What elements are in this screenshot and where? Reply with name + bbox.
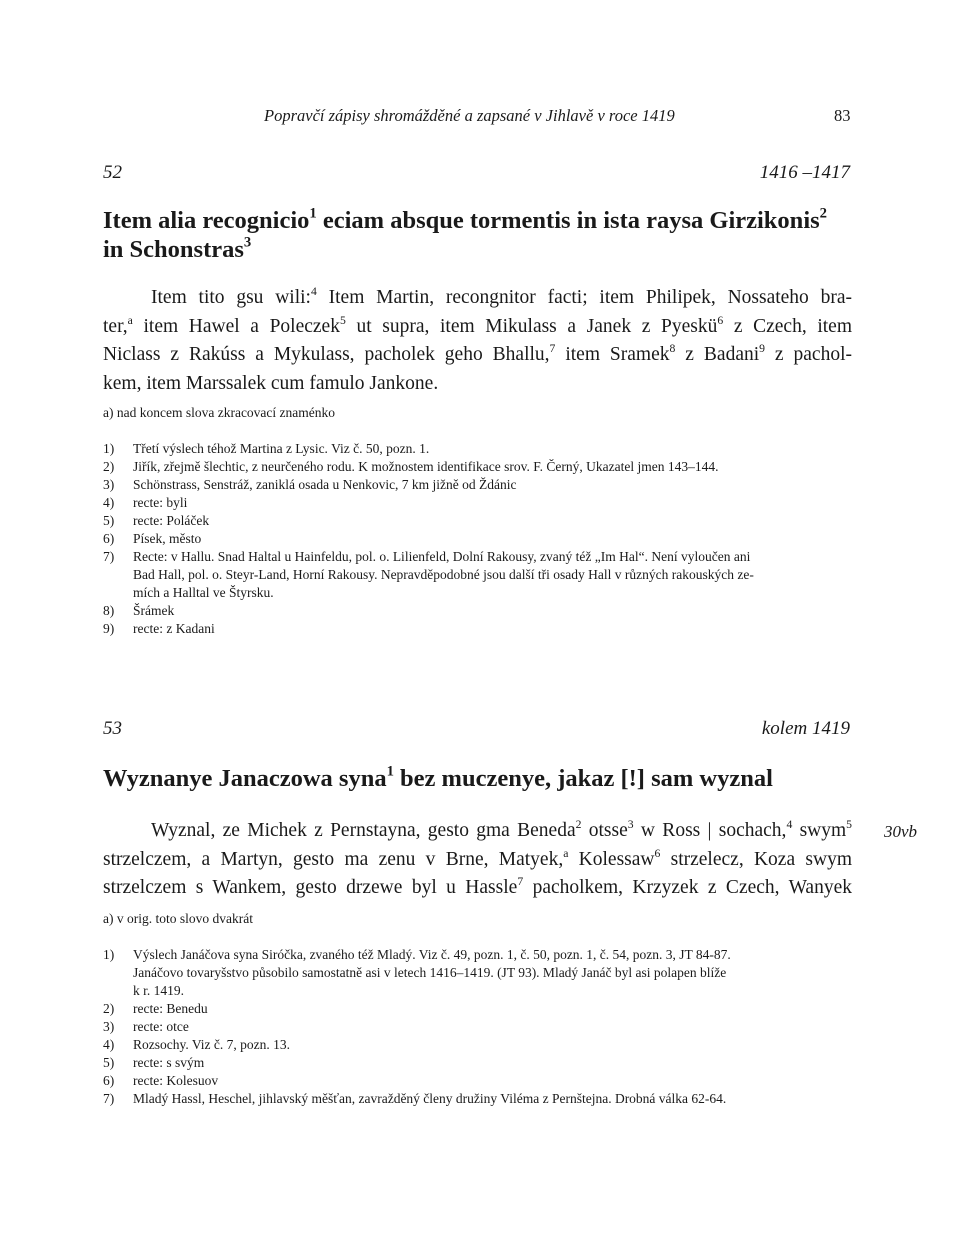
footnote [103,440,851,458]
text-line: Niclass z Rakúss a Mykulass, pacholek geho Bhallu,$^7$ item Sramek$^8$ z Badani$^9$ z pachol- [103,341,852,365]
entry-date: kolem 1419 [761,718,850,739]
text-line: Item alia recognicio$^1$ eciam absque tormentis in ista raysa Girzikonis$^2$ [103,205,827,234]
footnote-ref: 1 [309,205,317,222]
entry-title [103,764,863,793]
footnote-ref: a [563,846,569,860]
footnote [103,512,851,530]
text-line: kem, item Marssalek cum famulo Jankone. [103,372,439,394]
footnote-ref: 7 [549,341,556,355]
footnote-ref: 4 [786,817,793,831]
footnote-number: 6) [103,1073,115,1088]
footnote-text: Bad Hall, pol. o. Steyr-Land, Horní Rakousy. Nepravděpodobné jsou další tři osady Hall v různých rakouských ze- [133,567,754,582]
footnote-number: 5) [103,1055,115,1070]
footnote-ref: 5 [339,313,346,327]
footnote [103,458,851,476]
footnote-ref: 2 [575,817,582,831]
text-line: ter,$^a$ item Hawel a Poleczek$^5$ ut supra, item Mikulass a Janek z Pyeskü$^6$ z Czech, item [103,313,852,337]
running-title: Popravčí zápisy shromážděné a zapsané v Jihlavě v roce 1419 [264,106,675,125]
footnote-number: 1) [103,441,115,456]
footnote-ref: 3 [243,234,252,251]
footnote-number: 7) [103,1091,115,1106]
text-note: a) nad koncem slova zkracovací znaménko [103,405,336,420]
footnote-number: 3) [103,477,115,492]
footnote-number: 9) [103,621,115,636]
entry-body [103,817,852,903]
entry-number: 52 [103,162,122,183]
footnote-ref: 6 [654,846,661,860]
footnote [103,548,851,602]
footnote-number: 5) [103,513,115,528]
footnote-text: Recte: v Hallu. Snad Haltal u Hainfeldu, pol. o. Lilienfeld, Dolní Rakousy, zvaný též „Im Hal“. Není vyloučen ani [133,549,751,564]
footnote-ref: 4 [310,284,317,298]
footnote-text: Mladý Hassl, Heschel, jihlavský měšťan, zavražděný členy družiny Viléma z Pernštejna. Drobná válka 62-64. [133,1091,727,1106]
text-line: Wyznal, ze Michek z Pernstayna, gesto gma Beneda$^2$ otsse$^3$ w Ross | sochach,$^4$ swym$^5$ [151,817,853,841]
footnote-number: 7) [103,549,115,564]
text-line: in Schonstras$^3$ [103,234,252,263]
entry-number: 53 [103,718,122,739]
footnote [103,1090,851,1108]
footnote-number: 6) [103,531,115,546]
footnote-text: recte: Benedu [133,1001,208,1016]
footnote [103,494,851,512]
footnotes [103,440,851,638]
footnote-ref: 1 [386,763,394,780]
text-line: Wyznanye Janaczowa syna$^1$ bez muczenye, jakaz [!] sam wyznal [103,763,773,792]
footnote-ref: 6 [717,313,724,327]
footnote-text: Schönstrass, Senstráž, zaniklá osada u Nenkovic, 7 km jižně od Ždánic [133,477,517,492]
page-number: 83 [834,106,851,125]
footnote [103,1000,851,1018]
entry-title [103,206,863,264]
text-note: a) v orig. toto slovo dvakrát [103,911,253,926]
footnote-text: Výslech Janáčova syna Siróčka, zvaného též Mladý. Viz č. 49, pozn. 1, č. 50, pozn. 1, č. 54, pozn. 3, JT 84-87. [133,947,731,962]
footnote-text: Rozsochy. Viz č. 7, pozn. 13. [133,1037,291,1052]
footnote-number: 4) [103,495,115,510]
footnote-text: recte: Kolesuov [133,1073,219,1088]
footnote-text: recte: s svým [133,1055,205,1070]
footnote [103,1036,851,1054]
entry-body [103,284,852,398]
footnote-number: 3) [103,1019,115,1034]
text-line: Item tito gsu wili:$^4$ Item Martin, recongnitor facti; item Philipek, Nossateho bra- [151,284,852,308]
entry-date: 1416 –1417 [759,162,850,183]
footnote-ref: 5 [846,817,853,831]
text-line: strzelczem, a Martyn, gesto ma zenu v Brne, Matyek,$^a$ Kolessaw$^6$ strzelecz, Koza swym [103,846,852,870]
footnote-ref: 7 [517,874,524,888]
footnote [103,1054,851,1072]
footnote-text: Třetí výslech téhož Martina z Lysic. Viz č. 50, pozn. 1. [133,441,430,456]
footnote-text: Písek, město [133,531,202,546]
footnote [103,1072,851,1090]
folio-margin-note: 30vb [884,822,918,841]
footnote-text: Šrámek [133,603,175,618]
footnote-text: recte: otce [133,1019,189,1034]
footnote-ref: 3 [627,817,634,831]
footnote-text: mích a Halltal ve Štyrsku. [133,585,274,600]
footnote [103,620,851,638]
footnote-ref: 9 [759,341,765,355]
footnote-ref: a [127,313,133,327]
footnote [103,602,851,620]
footnote-number: 2) [103,1001,115,1016]
footnote [103,1018,851,1036]
footnote-text: Janáčovo tovaryšstvo působilo samostatně asi v letech 1416–1419. (JT 93). Mladý Janáč byl asi polapen blíže [133,965,727,980]
footnotes [103,946,851,1108]
footnote-text: Jiřík, zřejmě šlechtic, z neurčeného rodu. K možnostem identifikace srov. F. Černý, Ukazatel jmen 143–144. [133,459,719,474]
footnote-number: 4) [103,1037,115,1052]
footnote-text: recte: Poláček [133,513,210,528]
footnote [103,530,851,548]
footnote [103,476,851,494]
footnote-text: k r. 1419. [133,983,185,998]
footnote-ref: 8 [669,341,676,355]
footnote-number: 8) [103,603,115,618]
footnote-text: recte: z Kadani [133,621,215,636]
footnote-text: recte: byli [133,495,188,510]
footnote-ref: 2 [819,205,827,222]
footnote [103,946,851,1000]
footnote-number: 1) [103,947,115,962]
footnote-number: 2) [103,459,115,474]
text-line: strzelczem s Wankem, gesto drzewe byl u Hassle$^7$ pacholkem, Krzyzek z Czech, Wanyek [103,874,852,898]
